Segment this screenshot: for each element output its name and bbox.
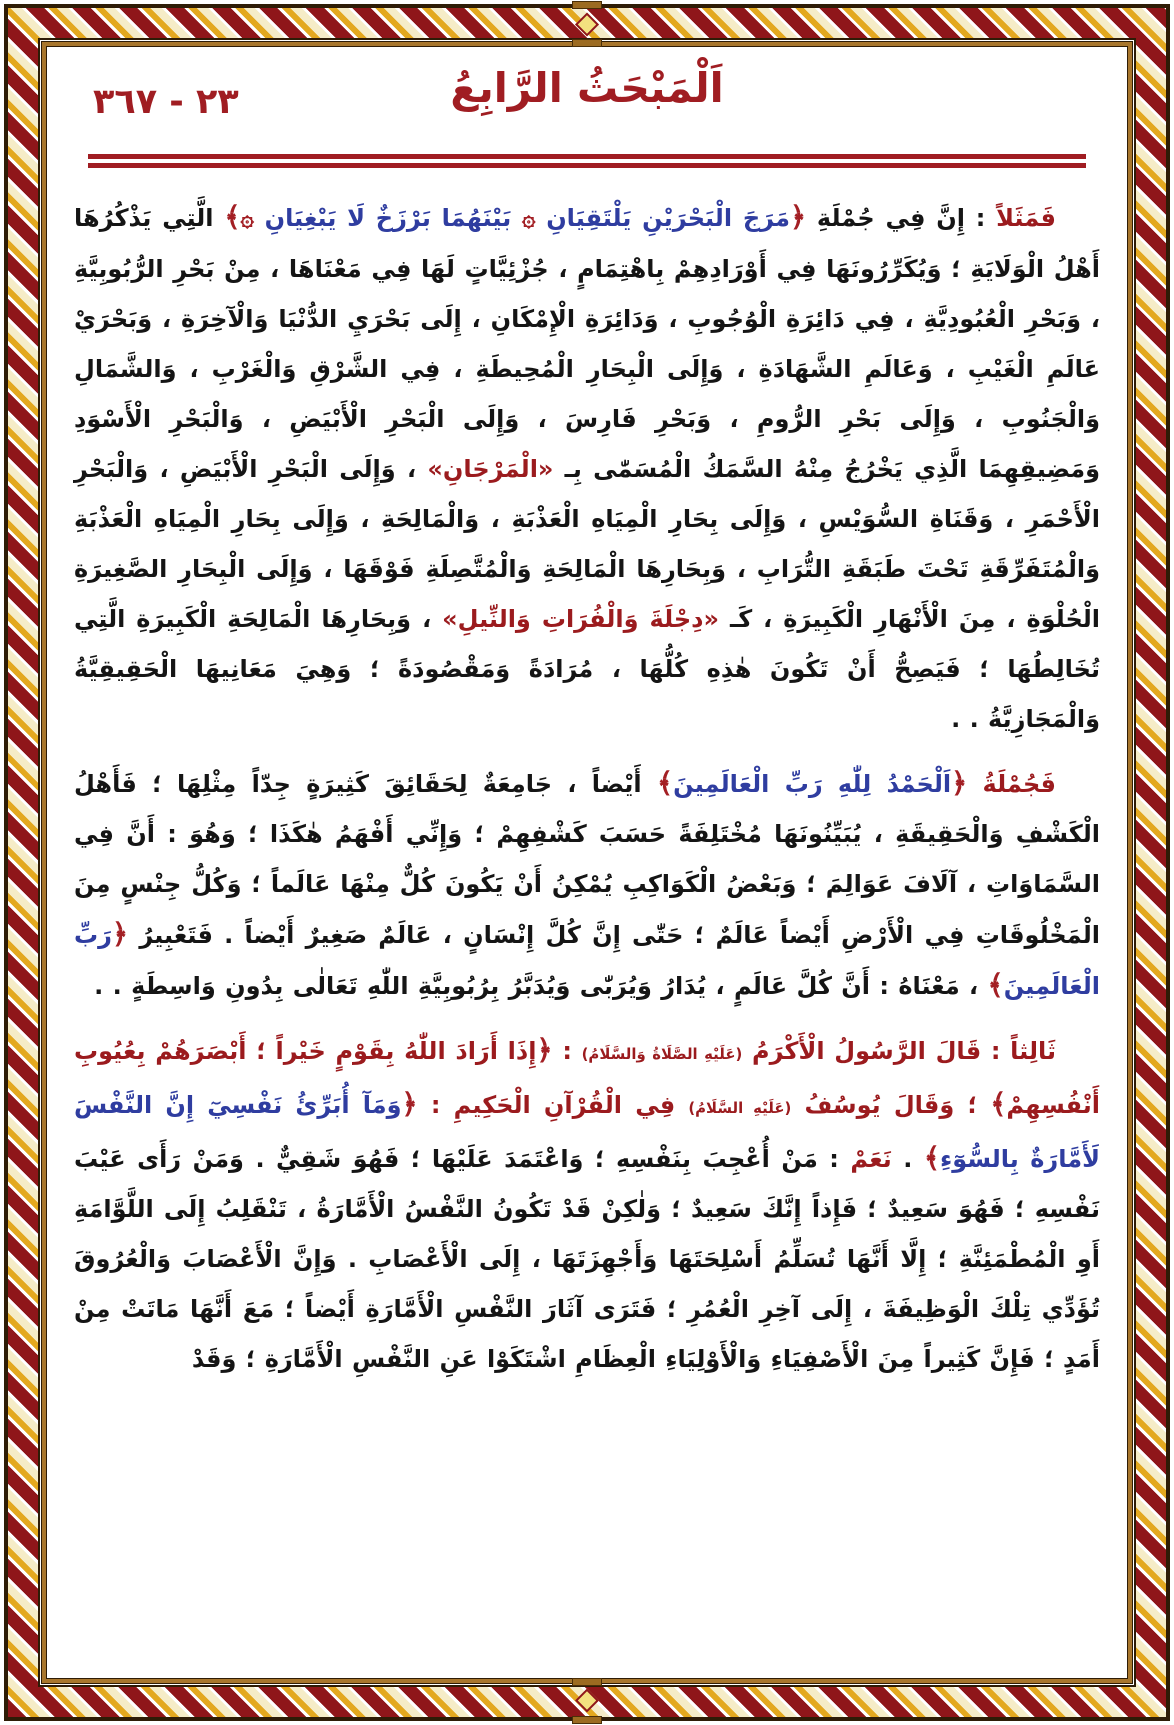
body-run: : مَنْ أُعْجِبَ بِنَفْسِهِ ؛ وَاعْتَمَدَ عَلَيْهَا ؛ فَهُوَ شَقِيٌّ . وَمَنْ رَأَى عَيْبَ نَفْسِهِ ؛ فَهُوَ سَعِيدٌ ؛ فَإِذاً إِنَّكَ سَعِيدٌ ؛ وَلٰكِنْ قَدْ تَكُونُ النَّفْسُ الْأَمَّارَةُ ، تَنْقَلِبُ إِلَى اللَّوَّامَةِ أَوِ الْمُطْمَئِنَّةِ ؛ إِلَّا أَنَّهَا تُسَلِّمُ أَسْلِحَتَهَا وَأَجْهِزَتَهَا ، إِلَى الْأَعْصَابِ . وَإِنَّ الْأَعْصَابَ وَالْعُرُوقَ تُؤَدِّي تِلْكَ الْوَظِيفَةَ ، إِلَى آخِرِ الْعُمُرِ ؛ فَتَرَى آثَارَ النَّفْسِ الْأَمَّارَةِ أَيْضاً ؛ مَعَ أَنَّهَا مَاتَتْ مِنْ أَمَدٍ ؛ فَإِنَّ كَثِيراً مِنَ الْأَصْفِيَاءِ وَالْأَوْلِيَاءِ الْعِظَامِ اشْتَكَوْا عَنِ النَّفْسِ الْأَمَّارَةِ ؛ وَقَدْ: [74, 1145, 1100, 1373]
body-run: .: [891, 1145, 924, 1173]
ornate-bracket-close-icon: ﴾: [656, 766, 674, 799]
ornate-bracket-open-icon: ﴿: [951, 766, 968, 799]
paragraph-example-verse: [74, 192, 1100, 744]
ornate-bracket-open-icon: ﴿: [111, 917, 129, 950]
salutation-peace: (عَلَيْهِ السَّلَامُ): [688, 1099, 792, 1117]
body-run: ، وَإِلَى الْبَحْرِ الْأَبْيَضِ ، وَالْبَحْرِ الْأَحْمَرِ ، وَقَنَاةِ السُّوَيْسِ ، وَإِلَى بِحَارِ الْمِيَاهِ الْعَذْبَةِ ، وَالْمَالِحَةِ ، وَإِلَى بِحَارِ الْمِيَاهِ الْعَذْبَةِ وَالْمُتَفَرِّقَةِ تَحْتَ طَبَقَةِ التُّرَابِ ، وَبِحَارِهَا الْمَالِحَةِ وَالْمُتَّصِلَةِ فَوْقَهَا ، وَإِلَى الْبِحَارِ الصَّغِيرَةِ الْحُلْوَةِ ، مِنَ الْأَنْهَارِ الْكَبِيرَةِ ، كَـ: [74, 455, 1100, 633]
red-run: :: [552, 1037, 582, 1065]
body-run: ، وَبِحَارِهَا الْمَالِحَةِ الْكَبِيرَةِ الَّتِي تُخَالِطُهَا ؛ فَيَصِحُّ أَنْ تَكُونَ هٰذِهِ كُلُّهَا ، مُرَادَةً وَمَقْصُودَةً ؛ وَهِيَ مَعَانِيهَا الْحَقِيقِيَّةُ وَالْمَجَازِيَّةُ . .: [74, 605, 1100, 733]
border-center-tab-icon: [572, 1716, 602, 1724]
quran-verse-alhamdulillah: اَلْحَمْدُ لِلّٰهِ رَبِّ الْعَالَمِينَ: [673, 770, 952, 798]
ornate-bracket-open-icon: ﴿: [401, 1087, 418, 1120]
red-run: ؛ وَقَالَ يُوسُفُ: [791, 1091, 991, 1119]
lead-word: فَجُمْلَةُ: [967, 770, 1056, 798]
border-center-tab-icon: [572, 39, 602, 47]
ornate-bracket-close-icon: ﴾: [224, 200, 241, 233]
page-header: [48, 48, 1126, 148]
red-run: فِي الْقُرْآنِ الْحَكِيمِ :: [417, 1091, 689, 1119]
rub-el-hizb-icon: ۞: [240, 206, 254, 232]
ornate-bracket-close-icon: ﴾: [923, 1141, 941, 1174]
quran-verse-two-seas: مَرَجَ الْبَحْرَيْنِ يَلْتَقِيَانِ: [535, 204, 790, 232]
body-run: ، مَعْنَاهُ : أَنَّ كُلَّ عَالَمٍ ، يُدَارُ وَيُرَبّٰى وَيُدَبَّرُ بِرُبُوبِيَّةِ اللّٰهِ تَعَالٰى بِدُونِ وَاسِطَةٍ . .: [94, 972, 988, 1000]
page-content: [48, 48, 1126, 1677]
ornate-bracket-open-icon: ﴿: [789, 200, 807, 233]
rub-el-hizb-icon: ۞: [522, 206, 536, 232]
border-center-tab-icon: [572, 1, 602, 9]
border-diamond-icon: [575, 12, 599, 36]
border-center-tab-icon: [572, 1678, 602, 1686]
hadith-quote: إِذَا أَرَادَ اللّٰهُ بِقَوْمٍ خَيْراً ؛ أَبْصَرَهُمْ بِعُيُوبِ أَنْفُسِهِمْ: [74, 1037, 1101, 1119]
highlighted-term-rivers: «دِجْلَةَ وَالْفُرَاتِ وَالنِّيلِ»: [442, 605, 719, 633]
page-number: ٢٣ - ٣٦٧: [93, 82, 239, 122]
quran-phrase-rabb-alamin: رَبِّ الْعَالَمِينَ: [74, 921, 1100, 1000]
header-divider: [88, 154, 1086, 168]
page-title: اَلْمَبْحَثُ الرَّابِعُ: [450, 64, 724, 112]
lead-phrase: ثَالِثاً : قَالَ الرَّسُولُ الْأَكْرَمُ: [742, 1037, 1057, 1065]
highlighted-term-marjan: «الْمَرْجَانِ»: [427, 455, 554, 483]
ornate-bracket-close-icon: ﴾: [987, 968, 1004, 1001]
salutation-blessing: (عَلَيْهِ الصَّلَاةُ وَالسَّلَامُ): [581, 1045, 743, 1063]
ornate-bracket-close-icon: ﴾: [990, 1087, 1007, 1120]
ornate-bracket-open-icon: ﴿: [536, 1033, 553, 1066]
quran-verse-two-seas: بَيْنَهُمَا بَرْزَخٌ لَا يَبْغِيَانِ: [253, 204, 523, 232]
paragraph-alhamdulillah: [74, 758, 1100, 1011]
border-diamond-icon: [575, 1688, 599, 1712]
paragraph-thalithan: [74, 1025, 1100, 1384]
quran-verse-nafs: وَمَآ أُبَرِّئُ نَفْسِيٓ إِنَّ النَّفْسَ لَأَمَّارَةٌ بِالسُّوٓءِ: [74, 1091, 1100, 1173]
body-run: أَيْضاً ، جَامِعَةٌ لِحَقَائِقَ كَثِيرَةٍ جِدّاً مِثْلِهَا ؛ فَأَهْلُ الْكَشْفِ وَالْحَقِيقَةِ ، يُبَيِّنُونَهَا مُخْتَلِفَةً حَسَبَ كَشْفِهِمْ ؛ وَإِنِّي أَفْهَمُ هٰكَذَا ؛ وَهُوَ : أَنَّ فِي السَّمَاوَاتِ ، آلَافَ عَوَالِمَ ؛ وَبَعْضُ الْكَوَاكِبِ يُمْكِنُ أَنْ يَكُونَ كُلٌّ مِنْهَا عَالَماً ؛ وَكُلُّ جِنْسٍ مِنَ الْمَخْلُوقَاتِ فِي الْأَرْضِ أَيْضاً عَالَمٌ ؛ حَتّٰى إِنَّ كُلَّ إِنْسَانٍ ، عَالَمٌ صَغِيرٌ أَيْضاً . فَتَعْبِيرُ: [74, 770, 1100, 949]
body-text: [74, 192, 1100, 1384]
lead-word: فَمَثَلاً: [996, 204, 1056, 232]
body-run: : إِنَّ فِي جُمْلَةِ: [806, 204, 997, 232]
body-run: الَّتِي يَذْكُرُهَا أَهْلُ الْوَلَايَةِ ؛ وَيُكَرِّرُونَهَا فِي أَوْرَادِهِمْ بِاهْتِمَامٍ ، جُزْئِيَّاتٍ لَهَا فِي مَعْنَاهَا ، مِنْ بَحْرِ الرُّبُوبِيَّةِ ، وَبَحْرِ الْعُبُودِيَّةِ ، فِي دَائِرَةِ الْوُجُوبِ ، وَدَائِرَةِ الْإِمْكَانِ ، إِلَى بَحْرَيِ الدُّنْيَا وَالْآخِرَةِ ، وَبَحْرَيْ عَالَمِ الْغَيْبِ ، وَعَالَمِ الشَّهَادَةِ ، وَإِلَى الْبِحَارِ الْمُحِيطَةِ ، فِي الشَّرْقِ وَالْغَرْبِ ، وَالشَّمَالِ وَالْجَنُوبِ ، وَإِلَى بَحْرِ الرُّومِ ، وَبَحْرِ فَارِسَ ، وَإِلَى الْبَحْرِ الْأَبْيَضِ ، وَالْبَحْرِ الْأَسْوَدِ وَمَضِيقِهِمَا الَّذِي يَخْرُجُ مِنْهُ السَّمَكُ الْمُسَمّٰى بِـ: [74, 204, 1100, 483]
emphasis-word-naam: نَعَمْ: [850, 1145, 892, 1173]
